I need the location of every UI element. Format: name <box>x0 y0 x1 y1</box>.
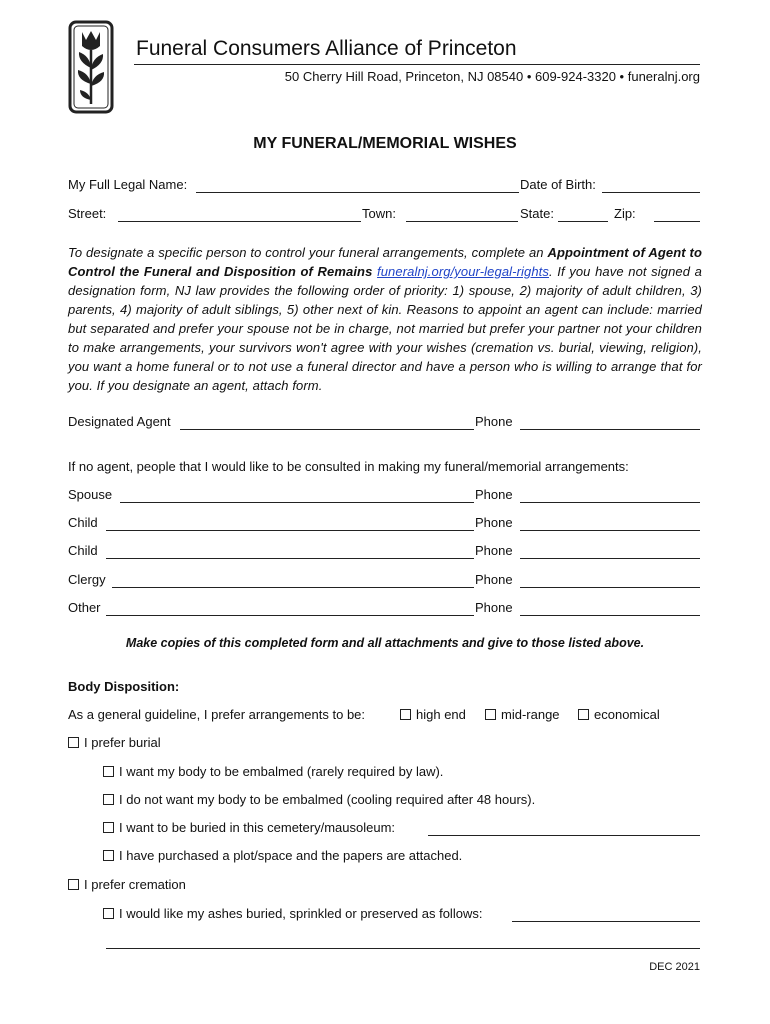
agent-label: Designated Agent <box>68 414 171 429</box>
appointment-form-name: Appointment of Agent to Control the Funeral and Disposition of Remains <box>68 245 702 279</box>
clergy-phone-label: Phone <box>475 572 513 587</box>
agent-phone-field[interactable] <box>520 429 700 430</box>
checkbox-icon <box>485 709 496 720</box>
checkbox-icon <box>400 709 411 720</box>
clergy-field[interactable] <box>112 587 474 588</box>
header-rule <box>134 64 700 65</box>
instructions-text-2: . If you have not signed a designation form, NJ law provides the following order of priority: 1) spouse, 2) majority of adult children, 3) parents, 4) majority of adult siblings, 5) other next of kin. Reasons to appoint an agent can include: married but separated and prefer your spouse not be in charge, not married but prefer your partner not your children to make arrangements, your survivors won't agree with your wishes (cremation vs. burial, viewing, religion), you want a home funeral or to not use a funeral director and have a person who is willing to arrange that for you. If you designate an agent, attach form. <box>68 264 702 393</box>
instructions-paragraph <box>68 243 702 395</box>
legal-rights-link[interactable]: funeralnj.org/your-legal-rights <box>377 264 549 279</box>
page-title: MY FUNERAL/MEMORIAL WISHES <box>253 135 517 152</box>
zip-field[interactable] <box>654 221 700 222</box>
full-name-label: My Full Legal Name: <box>68 177 188 192</box>
checkbox-icon <box>103 766 114 777</box>
child-2-label: Child <box>68 543 98 558</box>
agent-phone-label: Phone <box>475 414 513 429</box>
prefer-burial-option[interactable]: I prefer burial <box>68 735 161 751</box>
checkbox-icon <box>103 822 114 833</box>
checkbox-icon <box>103 850 114 861</box>
burial-plot-option[interactable]: I have purchased a plot/space and the papers are attached. <box>103 848 462 864</box>
instructions-text-1: To designate a specific person to control your funeral arrangements, complete an <box>68 245 548 260</box>
child-1-label: Child <box>68 515 98 530</box>
dob-field[interactable] <box>602 192 700 193</box>
revision-date: DEC 2021 <box>649 961 700 973</box>
dob-label: Date of Birth: <box>520 177 596 192</box>
body-disposition-heading: Body Disposition: <box>68 679 180 694</box>
other-field[interactable] <box>106 615 474 616</box>
copies-note: Make copies of this completed form and all attachments and give to those listed above. <box>125 636 645 650</box>
level-economical[interactable]: economical <box>578 707 660 723</box>
checkbox-icon <box>68 879 79 890</box>
org-name: Funeral Consumers Alliance of Princeton <box>136 37 517 60</box>
other-phone-field[interactable] <box>520 615 700 616</box>
child-1-field[interactable] <box>106 530 474 531</box>
checkbox-icon <box>68 737 79 748</box>
checkbox-icon <box>103 908 114 919</box>
clergy-label: Clergy <box>68 572 106 587</box>
zip-label: Zip: <box>614 206 636 221</box>
state-label: State: <box>520 206 554 221</box>
child-1-phone-label: Phone <box>475 515 513 530</box>
org-address: 50 Cherry Hill Road, Princeton, NJ 08540 • 609-924-3320 • funeralnj.org <box>284 69 700 84</box>
checkbox-icon <box>103 794 114 805</box>
spouse-field[interactable] <box>120 502 474 503</box>
spouse-phone-label: Phone <box>475 487 513 502</box>
child-2-field[interactable] <box>106 558 474 559</box>
burial-not-embalmed-option[interactable]: I do not want my body to be embalmed (cooling required after 48 hours). <box>103 792 535 808</box>
logo <box>68 20 114 114</box>
checkbox-icon <box>578 709 589 720</box>
cemetery-field[interactable] <box>428 835 700 836</box>
level-mid-range[interactable]: mid-range <box>485 707 560 723</box>
level-high-end[interactable]: high end <box>400 707 466 723</box>
agent-field[interactable] <box>180 429 474 430</box>
spouse-label: Spouse <box>68 487 113 502</box>
state-field[interactable] <box>558 221 608 222</box>
burial-cemetery-option[interactable]: I want to be buried in this cemetery/mausoleum: <box>103 820 395 836</box>
child-2-phone-label: Phone <box>475 543 513 558</box>
other-phone-label: Phone <box>475 600 513 615</box>
ashes-option[interactable]: I would like my ashes buried, sprinkled or preserved as follows: <box>103 906 482 922</box>
town-label: Town: <box>362 206 396 221</box>
other-label: Other <box>68 600 101 615</box>
clergy-phone-field[interactable] <box>520 587 700 588</box>
street-label: Street: <box>68 206 107 221</box>
spouse-phone-field[interactable] <box>520 502 700 503</box>
consult-intro: If no agent, people that I would like to be consulted in making my funeral/memorial arrangements: <box>68 459 629 474</box>
burial-embalmed-option[interactable]: I want my body to be embalmed (rarely required by law). <box>103 764 443 780</box>
tulip-logo-icon <box>68 20 114 114</box>
child-1-phone-field[interactable] <box>520 530 700 531</box>
child-2-phone-field[interactable] <box>520 558 700 559</box>
ashes-field[interactable] <box>512 921 700 922</box>
street-field[interactable] <box>118 221 361 222</box>
full-name-field[interactable] <box>196 192 519 193</box>
guideline-label: As a general guideline, I prefer arrangements to be: <box>68 707 366 722</box>
prefer-cremation-option[interactable]: I prefer cremation <box>68 877 186 893</box>
ashes-field-continued[interactable] <box>106 948 700 949</box>
town-field[interactable] <box>406 221 518 222</box>
